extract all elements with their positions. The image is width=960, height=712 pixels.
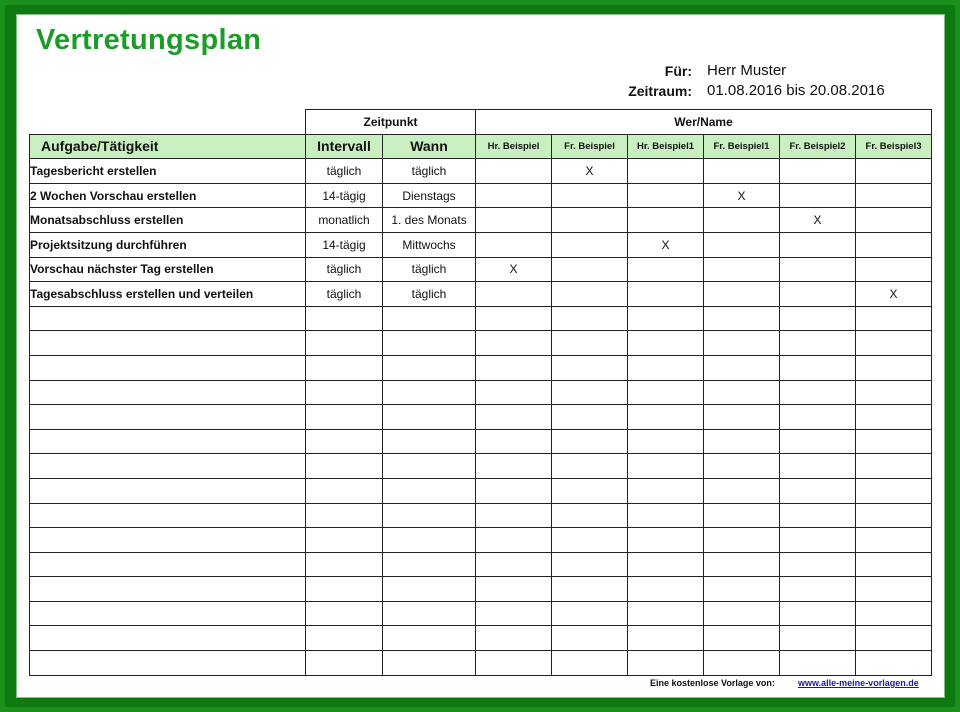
column-header-row [30,134,932,159]
assignment-cell[interactable] [552,232,628,257]
empty-cell[interactable] [552,626,628,651]
empty-cell[interactable] [476,626,552,651]
assignment-cell[interactable] [552,282,628,307]
empty-cell[interactable] [30,601,306,626]
empty-table-row [30,601,932,626]
empty-cell[interactable] [704,429,780,454]
empty-cell[interactable] [476,405,552,430]
assignment-cell[interactable] [780,159,856,184]
assignment-cell[interactable] [780,232,856,257]
empty-cell[interactable] [306,454,383,479]
intervall-cell[interactable]: monatlich [306,208,383,233]
empty-cell[interactable] [476,478,552,503]
table-row [30,208,932,233]
empty-cell[interactable] [383,626,476,651]
empty-cell[interactable] [30,577,306,602]
empty-cell[interactable] [552,331,628,356]
assignment-cell[interactable] [476,183,552,208]
empty-cell[interactable] [476,355,552,380]
empty-cell[interactable] [780,405,856,430]
empty-cell[interactable] [383,405,476,430]
footer-link[interactable]: www.alle-meine-vorlagen.de [798,678,919,688]
empty-cell[interactable] [628,601,704,626]
empty-cell[interactable] [780,577,856,602]
wann-cell[interactable]: täglich [383,159,476,184]
fuer-label: Für: [664,63,692,79]
wann-cell[interactable]: Dienstags [383,183,476,208]
assignment-cell[interactable]: X [856,282,932,307]
fuer-value: Herr Muster [707,62,787,79]
empty-cell[interactable] [856,601,932,626]
empty-cell[interactable] [306,503,383,528]
group-header-row [30,110,932,135]
empty-cell[interactable] [856,355,932,380]
empty-cell[interactable] [552,355,628,380]
wann-cell[interactable]: täglich [383,257,476,282]
empty-cell[interactable] [780,478,856,503]
empty-table-row [30,626,932,651]
intervall-cell[interactable]: 14-tägig [306,183,383,208]
footer-label: Eine kostenlose Vorlage von: [650,678,775,688]
empty-cell[interactable] [704,454,780,479]
empty-cell[interactable] [306,552,383,577]
empty-cell[interactable] [780,454,856,479]
empty-cell[interactable] [628,503,704,528]
empty-cell[interactable] [30,626,306,651]
empty-cell[interactable] [552,503,628,528]
empty-cell[interactable] [476,552,552,577]
empty-table-row [30,552,932,577]
empty-cell[interactable] [628,651,704,676]
empty-cell[interactable] [30,331,306,356]
empty-cell[interactable] [780,429,856,454]
empty-cell[interactable] [856,503,932,528]
empty-cell[interactable] [383,429,476,454]
empty-cell[interactable] [780,503,856,528]
assignment-cell[interactable] [856,257,932,282]
empty-cell[interactable] [780,331,856,356]
empty-cell[interactable] [30,503,306,528]
empty-cell[interactable] [704,577,780,602]
empty-cell[interactable] [628,478,704,503]
wann-cell[interactable]: Mittwochs [383,232,476,257]
person-column-header: Hr. Beispiel [476,134,552,159]
empty-cell[interactable] [704,405,780,430]
empty-cell[interactable] [306,331,383,356]
assignment-cell[interactable] [856,159,932,184]
assignment-cell[interactable] [856,232,932,257]
empty-cell[interactable] [628,306,704,331]
empty-cell[interactable] [704,355,780,380]
task-column-header: Aufgabe/Tätigkeit [30,134,306,159]
substitution-table [29,109,932,676]
empty-cell[interactable] [383,380,476,405]
task-cell[interactable]: Monatsabschluss erstellen [30,208,306,233]
empty-cell[interactable] [30,478,306,503]
wann-column-header: Wann [383,134,476,159]
empty-cell[interactable] [30,528,306,553]
assignment-cell[interactable] [628,159,704,184]
empty-cell[interactable] [780,355,856,380]
intervall-cell[interactable]: täglich [306,159,383,184]
empty-cell[interactable] [704,651,780,676]
assignment-cell[interactable] [856,208,932,233]
assignment-cell[interactable] [780,183,856,208]
empty-cell[interactable] [383,577,476,602]
table-row [30,257,932,282]
empty-cell[interactable] [552,306,628,331]
task-cell[interactable]: Projektsitzung durchführen [30,232,306,257]
empty-cell[interactable] [383,528,476,553]
empty-cell[interactable] [476,503,552,528]
empty-cell[interactable] [628,429,704,454]
empty-cell[interactable] [856,478,932,503]
assignment-cell[interactable] [552,257,628,282]
empty-cell[interactable] [476,601,552,626]
empty-cell[interactable] [856,380,932,405]
empty-table-row [30,405,932,430]
assignment-cell[interactable] [628,208,704,233]
empty-cell[interactable] [856,552,932,577]
empty-cell[interactable] [552,478,628,503]
task-cell[interactable]: Vorschau nächster Tag erstellen [30,257,306,282]
wann-cell[interactable]: 1. des Monats [383,208,476,233]
assignment-cell[interactable] [704,159,780,184]
empty-cell[interactable] [306,651,383,676]
empty-cell[interactable] [30,454,306,479]
zeitpunkt-header: Zeitpunkt [306,110,476,135]
empty-cell[interactable] [306,528,383,553]
empty-cell[interactable] [552,454,628,479]
empty-cell[interactable] [306,405,383,430]
empty-cell[interactable] [306,429,383,454]
empty-cell[interactable] [306,601,383,626]
person-column-header: Fr. Beispiel2 [780,134,856,159]
empty-cell[interactable] [628,331,704,356]
empty-cell[interactable] [476,429,552,454]
assignment-cell[interactable]: X [628,232,704,257]
empty-cell[interactable] [704,528,780,553]
empty-cell[interactable] [704,380,780,405]
empty-cell[interactable] [383,552,476,577]
empty-cell[interactable] [856,405,932,430]
empty-cell[interactable] [628,454,704,479]
empty-cell[interactable] [476,651,552,676]
empty-cell[interactable] [30,405,306,430]
empty-cell[interactable] [780,626,856,651]
table-row [30,232,932,257]
task-cell[interactable]: Tagesabschluss erstellen und verteilen [30,282,306,307]
empty-cell[interactable] [383,478,476,503]
intervall-cell[interactable]: täglich [306,282,383,307]
empty-cell[interactable] [383,306,476,331]
empty-cell[interactable] [476,380,552,405]
empty-cell[interactable] [856,306,932,331]
empty-cell[interactable] [552,577,628,602]
empty-cell[interactable] [30,429,306,454]
empty-cell[interactable] [628,380,704,405]
assignment-cell[interactable] [476,282,552,307]
assignment-cell[interactable] [476,159,552,184]
assignment-cell[interactable] [552,183,628,208]
task-cell[interactable]: Tagesbericht erstellen [30,159,306,184]
assignment-cell[interactable]: X [704,183,780,208]
wann-cell[interactable]: täglich [383,282,476,307]
empty-table-row [30,429,932,454]
empty-cell[interactable] [704,331,780,356]
document-title: Vertretungsplan [36,24,262,56]
empty-cell[interactable] [306,380,383,405]
empty-cell[interactable] [628,355,704,380]
empty-cell[interactable] [476,454,552,479]
empty-table-row [30,355,932,380]
empty-cell[interactable] [780,552,856,577]
zeitraum-value: 01.08.2016 bis 20.08.2016 [707,82,885,99]
empty-cell[interactable] [30,355,306,380]
blank-cell [30,110,306,135]
empty-cell[interactable] [552,405,628,430]
empty-cell[interactable] [704,626,780,651]
empty-cell[interactable] [383,651,476,676]
empty-cell[interactable] [780,306,856,331]
empty-table-row [30,651,932,676]
empty-table-row [30,380,932,405]
empty-table-row [30,478,932,503]
empty-cell[interactable] [704,503,780,528]
empty-cell[interactable] [552,429,628,454]
assignment-cell[interactable] [628,282,704,307]
empty-cell[interactable] [628,577,704,602]
empty-cell[interactable] [383,331,476,356]
task-cell[interactable]: 2 Wochen Vorschau erstellen [30,183,306,208]
empty-cell[interactable] [383,355,476,380]
assignment-cell[interactable] [476,208,552,233]
empty-cell[interactable] [383,503,476,528]
empty-cell[interactable] [856,331,932,356]
empty-cell[interactable] [383,601,476,626]
empty-table-row [30,306,932,331]
assignment-cell[interactable] [628,257,704,282]
assignment-cell[interactable]: X [552,159,628,184]
empty-cell[interactable] [476,577,552,602]
table-row [30,282,932,307]
assignment-cell[interactable] [780,257,856,282]
empty-cell[interactable] [552,601,628,626]
assignment-cell[interactable] [704,232,780,257]
assignment-cell[interactable] [552,208,628,233]
assignment-cell[interactable] [476,232,552,257]
empty-cell[interactable] [856,651,932,676]
empty-cell[interactable] [856,626,932,651]
empty-table-row [30,331,932,356]
empty-cell[interactable] [476,528,552,553]
person-column-header: Hr. Beispiel1 [628,134,704,159]
empty-cell[interactable] [780,651,856,676]
intervall-column-header: Intervall [306,134,383,159]
empty-cell[interactable] [552,651,628,676]
intervall-cell[interactable]: täglich [306,257,383,282]
empty-cell[interactable] [30,380,306,405]
empty-table-row [30,454,932,479]
empty-cell[interactable] [780,601,856,626]
empty-cell[interactable] [306,306,383,331]
assignment-cell[interactable] [704,257,780,282]
empty-cell[interactable] [383,454,476,479]
assignment-cell[interactable] [628,183,704,208]
empty-cell[interactable] [780,528,856,553]
empty-cell[interactable] [704,478,780,503]
assignment-cell[interactable]: X [476,257,552,282]
empty-table-row [30,503,932,528]
empty-cell[interactable] [628,405,704,430]
empty-cell[interactable] [704,552,780,577]
zeitraum-label: Zeitraum: [628,83,692,99]
empty-cell[interactable] [306,626,383,651]
empty-cell[interactable] [552,528,628,553]
empty-cell[interactable] [780,380,856,405]
empty-cell[interactable] [856,454,932,479]
empty-cell[interactable] [552,552,628,577]
person-column-header: Fr. Beispiel3 [856,134,932,159]
empty-cell[interactable] [306,577,383,602]
assignment-cell[interactable] [856,183,932,208]
wer-name-header: Wer/Name [476,110,932,135]
empty-cell[interactable] [856,577,932,602]
empty-cell[interactable] [628,552,704,577]
assignment-cell[interactable]: X [780,208,856,233]
empty-table-row [30,577,932,602]
assignment-cell[interactable] [704,208,780,233]
empty-cell[interactable] [476,306,552,331]
table-row [30,159,932,184]
empty-table-row [30,528,932,553]
person-column-header: Fr. Beispiel1 [704,134,780,159]
empty-cell[interactable] [30,552,306,577]
assignment-cell[interactable] [780,282,856,307]
empty-cell[interactable] [628,528,704,553]
empty-cell[interactable] [306,478,383,503]
empty-cell[interactable] [30,651,306,676]
empty-cell[interactable] [306,355,383,380]
assignment-cell[interactable] [704,282,780,307]
intervall-cell[interactable]: 14-tägig [306,232,383,257]
empty-cell[interactable] [856,528,932,553]
empty-cell[interactable] [628,626,704,651]
empty-cell[interactable] [856,429,932,454]
empty-cell[interactable] [30,306,306,331]
empty-cell[interactable] [704,601,780,626]
empty-cell[interactable] [704,306,780,331]
person-column-header: Fr. Beispiel [552,134,628,159]
empty-cell[interactable] [552,380,628,405]
table-row [30,183,932,208]
empty-cell[interactable] [476,331,552,356]
